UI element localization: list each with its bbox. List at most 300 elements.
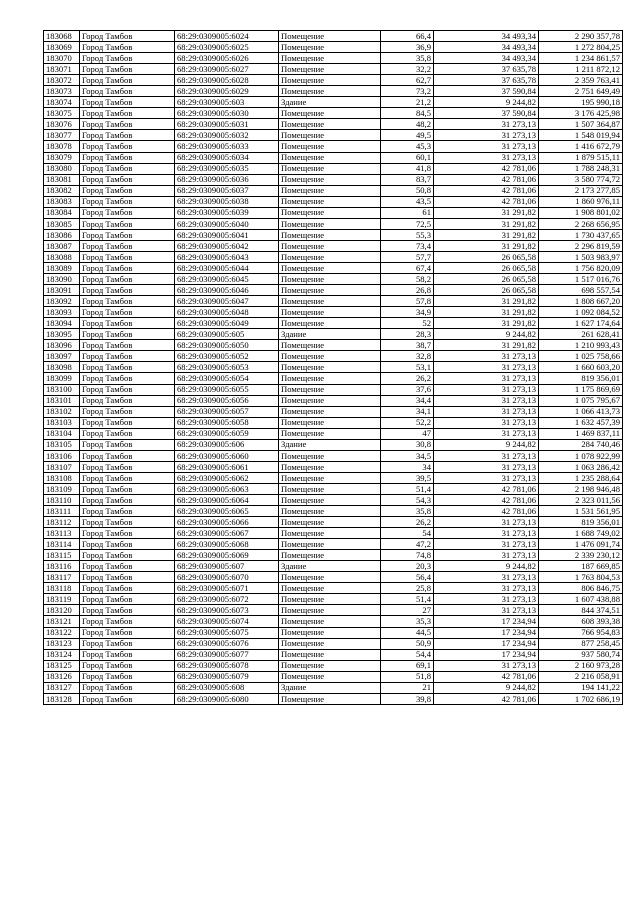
area-cell: 48,2 [381, 119, 434, 130]
object-type-cell: Помещение [279, 395, 381, 406]
specific-value-cell: 31 273,13 [434, 550, 539, 561]
object-type-cell: Помещение [279, 528, 381, 539]
municipality-cell: Город Тамбов [80, 351, 175, 362]
cadastral-value-cell: 819 356,01 [539, 517, 623, 528]
cadastral-number-cell: 68:29:0309005:6067 [175, 528, 279, 539]
row-number-cell: 183072 [44, 75, 80, 86]
municipality-cell: Город Тамбов [80, 274, 175, 285]
cadastral-value-cell: 2 268 656,95 [539, 218, 623, 229]
cadastral-number-cell: 68:29:0309005:6032 [175, 130, 279, 141]
table-row [44, 141, 623, 152]
area-cell: 20,3 [381, 561, 434, 572]
specific-value-cell: 31 273,13 [434, 517, 539, 528]
municipality-cell: Город Тамбов [80, 572, 175, 583]
row-number-cell: 183073 [44, 86, 80, 97]
row-number-cell: 183078 [44, 141, 80, 152]
cadastral-number-cell: 68:29:0309005:6028 [175, 75, 279, 86]
cadastral-value-cell: 1 025 758,66 [539, 351, 623, 362]
area-cell: 44,5 [381, 627, 434, 638]
municipality-cell: Город Тамбов [80, 616, 175, 627]
area-cell: 32,2 [381, 64, 434, 75]
object-type-cell: Помещение [279, 307, 381, 318]
table-row [44, 450, 623, 461]
row-number-cell: 183103 [44, 417, 80, 428]
object-type-cell: Здание [279, 329, 381, 340]
object-type-cell: Помещение [279, 550, 381, 561]
cadastral-value-cell: 1 660 603,20 [539, 362, 623, 373]
cadastral-number-cell: 68:29:0309005:608 [175, 682, 279, 693]
specific-value-cell: 31 273,13 [434, 130, 539, 141]
municipality-cell: Город Тамбов [80, 318, 175, 329]
cadastral-value-cell: 284 740,46 [539, 439, 623, 450]
municipality-cell: Город Тамбов [80, 461, 175, 472]
specific-value-cell: 31 291,82 [434, 207, 539, 218]
cadastral-value-cell: 1 066 413,73 [539, 406, 623, 417]
row-number-cell: 183089 [44, 262, 80, 273]
table-row [44, 461, 623, 472]
specific-value-cell: 31 273,13 [434, 450, 539, 461]
area-cell: 21,2 [381, 97, 434, 108]
table-row [44, 53, 623, 64]
specific-value-cell: 26 065,58 [434, 285, 539, 296]
area-cell: 34 [381, 461, 434, 472]
specific-value-cell: 17 234,94 [434, 638, 539, 649]
cadastral-number-cell: 68:29:0309005:6044 [175, 262, 279, 273]
row-number-cell: 183108 [44, 472, 80, 483]
cadastral-number-cell: 68:29:0309005:6058 [175, 417, 279, 428]
row-number-cell: 183099 [44, 373, 80, 384]
specific-value-cell: 17 234,94 [434, 627, 539, 638]
cadastral-value-cell: 194 141,22 [539, 682, 623, 693]
cadastral-number-cell: 68:29:0309005:6041 [175, 229, 279, 240]
municipality-cell: Город Тамбов [80, 660, 175, 671]
specific-value-cell: 31 273,13 [434, 528, 539, 539]
table-row [44, 682, 623, 693]
cadastral-number-cell: 68:29:0309005:6053 [175, 362, 279, 373]
cadastral-number-cell: 68:29:0309005:6037 [175, 185, 279, 196]
cadastral-value-cell: 1 078 922,99 [539, 450, 623, 461]
area-cell: 21 [381, 682, 434, 693]
object-type-cell: Помещение [279, 251, 381, 262]
cadastral-number-cell: 68:29:0309005:6031 [175, 119, 279, 130]
cadastral-value-cell: 2 160 973,28 [539, 660, 623, 671]
cadastral-number-cell: 68:29:0309005:6055 [175, 384, 279, 395]
area-cell: 67,4 [381, 262, 434, 273]
row-number-cell: 183125 [44, 660, 80, 671]
row-number-cell: 183076 [44, 119, 80, 130]
table-row [44, 572, 623, 583]
row-number-cell: 183128 [44, 693, 80, 704]
table-row [44, 174, 623, 185]
specific-value-cell: 31 273,13 [434, 351, 539, 362]
municipality-cell: Город Тамбов [80, 340, 175, 351]
row-number-cell: 183107 [44, 461, 80, 472]
object-type-cell: Помещение [279, 351, 381, 362]
table-row [44, 583, 623, 594]
cadastral-number-cell: 68:29:0309005:6070 [175, 572, 279, 583]
table-row [44, 594, 623, 605]
municipality-cell: Город Тамбов [80, 605, 175, 616]
specific-value-cell: 31 291,82 [434, 318, 539, 329]
area-cell: 45,3 [381, 141, 434, 152]
cadastral-value-cell: 766 954,83 [539, 627, 623, 638]
municipality-cell: Город Тамбов [80, 561, 175, 572]
municipality-cell: Город Тамбов [80, 218, 175, 229]
row-number-cell: 183100 [44, 384, 80, 395]
object-type-cell: Помещение [279, 671, 381, 682]
row-number-cell: 183118 [44, 583, 80, 594]
row-number-cell: 183093 [44, 307, 80, 318]
row-number-cell: 183092 [44, 296, 80, 307]
row-number-cell: 183077 [44, 130, 80, 141]
cadastral-number-cell: 68:29:0309005:6080 [175, 693, 279, 704]
object-type-cell: Помещение [279, 649, 381, 660]
area-cell: 61 [381, 207, 434, 218]
object-type-cell: Помещение [279, 539, 381, 550]
municipality-cell: Город Тамбов [80, 240, 175, 251]
object-type-cell: Помещение [279, 130, 381, 141]
row-number-cell: 183094 [44, 318, 80, 329]
cadastral-number-cell: 68:29:0309005:6027 [175, 64, 279, 75]
area-cell: 57,7 [381, 251, 434, 262]
cadastral-value-cell: 1 632 457,39 [539, 417, 623, 428]
table-row [44, 395, 623, 406]
row-number-cell: 183109 [44, 483, 80, 494]
cadastral-number-cell: 68:29:0309005:6065 [175, 506, 279, 517]
cadastral-number-cell: 68:29:0309005:6069 [175, 550, 279, 561]
cadastral-number-cell: 68:29:0309005:6072 [175, 594, 279, 605]
cadastral-number-cell: 68:29:0309005:6029 [175, 86, 279, 97]
table-row [44, 671, 623, 682]
object-type-cell: Помещение [279, 196, 381, 207]
municipality-cell: Город Тамбов [80, 517, 175, 528]
object-type-cell: Помещение [279, 583, 381, 594]
table-row [44, 649, 623, 660]
specific-value-cell: 42 781,06 [434, 185, 539, 196]
object-type-cell: Помещение [279, 506, 381, 517]
cadastral-number-cell: 68:29:0309005:6074 [175, 616, 279, 627]
object-type-cell: Помещение [279, 517, 381, 528]
specific-value-cell: 31 273,13 [434, 362, 539, 373]
cadastral-number-cell: 68:29:0309005:6026 [175, 53, 279, 64]
row-number-cell: 183081 [44, 174, 80, 185]
table-row [44, 262, 623, 273]
row-number-cell: 183098 [44, 362, 80, 373]
municipality-cell: Город Тамбов [80, 262, 175, 273]
table-row [44, 539, 623, 550]
table-row [44, 196, 623, 207]
object-type-cell: Помещение [279, 638, 381, 649]
cadastral-number-cell: 68:29:0309005:6056 [175, 395, 279, 406]
table-row [44, 31, 623, 42]
object-type-cell: Помещение [279, 428, 381, 439]
area-cell: 62,7 [381, 75, 434, 86]
row-number-cell: 183074 [44, 97, 80, 108]
row-number-cell: 183117 [44, 572, 80, 583]
cadastral-number-cell: 68:29:0309005:6062 [175, 472, 279, 483]
cadastral-number-cell: 68:29:0309005:605 [175, 329, 279, 340]
cadastral-value-cell: 877 258,45 [539, 638, 623, 649]
table-row [44, 351, 623, 362]
specific-value-cell: 31 273,13 [434, 373, 539, 384]
municipality-cell: Город Тамбов [80, 450, 175, 461]
cadastral-value-cell: 806 846,75 [539, 583, 623, 594]
object-type-cell: Помещение [279, 185, 381, 196]
row-number-cell: 183113 [44, 528, 80, 539]
specific-value-cell: 31 273,13 [434, 119, 539, 130]
specific-value-cell: 31 273,13 [434, 583, 539, 594]
specific-value-cell: 31 273,13 [434, 572, 539, 583]
municipality-cell: Город Тамбов [80, 494, 175, 505]
area-cell: 50,8 [381, 185, 434, 196]
cadastral-value-cell: 1 469 837,11 [539, 428, 623, 439]
cadastral-number-cell: 68:29:0309005:6040 [175, 218, 279, 229]
area-cell: 73,4 [381, 240, 434, 251]
cadastral-value-cell: 2 751 649,49 [539, 86, 623, 97]
row-number-cell: 183084 [44, 207, 80, 218]
area-cell: 27 [381, 605, 434, 616]
row-number-cell: 183116 [44, 561, 80, 572]
municipality-cell: Город Тамбов [80, 472, 175, 483]
cadastral-number-cell: 68:29:0309005:6042 [175, 240, 279, 251]
table-row [44, 185, 623, 196]
area-cell: 74,8 [381, 550, 434, 561]
cadastral-number-cell: 68:29:0309005:6034 [175, 152, 279, 163]
cadastral-number-cell: 68:29:0309005:6047 [175, 296, 279, 307]
object-type-cell: Помещение [279, 108, 381, 119]
area-cell: 54,3 [381, 494, 434, 505]
cadastral-value-cell: 2 173 277,85 [539, 185, 623, 196]
area-cell: 66,4 [381, 31, 434, 42]
municipality-cell: Город Тамбов [80, 185, 175, 196]
object-type-cell: Помещение [279, 417, 381, 428]
row-number-cell: 183127 [44, 682, 80, 693]
area-cell: 56,4 [381, 572, 434, 583]
object-type-cell: Помещение [279, 42, 381, 53]
cadastral-value-cell: 1 730 437,65 [539, 229, 623, 240]
cadastral-number-cell: 68:29:0309005:6050 [175, 340, 279, 351]
object-type-cell: Помещение [279, 229, 381, 240]
row-number-cell: 183087 [44, 240, 80, 251]
table-row [44, 660, 623, 671]
object-type-cell: Помещение [279, 406, 381, 417]
row-number-cell: 183119 [44, 594, 80, 605]
cadastral-number-cell: 68:29:0309005:6076 [175, 638, 279, 649]
object-type-cell: Помещение [279, 627, 381, 638]
object-type-cell: Помещение [279, 152, 381, 163]
specific-value-cell: 31 273,13 [434, 417, 539, 428]
specific-value-cell: 26 065,58 [434, 274, 539, 285]
area-cell: 35,8 [381, 53, 434, 64]
row-number-cell: 183091 [44, 285, 80, 296]
area-cell: 54,4 [381, 649, 434, 660]
municipality-cell: Город Тамбов [80, 539, 175, 550]
municipality-cell: Город Тамбов [80, 119, 175, 130]
object-type-cell: Здание [279, 97, 381, 108]
cadastral-value-cell: 1 211 872,12 [539, 64, 623, 75]
cadastral-value-cell: 1 688 749,02 [539, 528, 623, 539]
cadastral-number-cell: 68:29:0309005:6054 [175, 373, 279, 384]
row-number-cell: 183080 [44, 163, 80, 174]
object-type-cell: Помещение [279, 483, 381, 494]
municipality-cell: Город Тамбов [80, 483, 175, 494]
area-cell: 25,8 [381, 583, 434, 594]
cadastral-number-cell: 68:29:0309005:6043 [175, 251, 279, 262]
specific-value-cell: 31 291,82 [434, 229, 539, 240]
specific-value-cell: 37 635,78 [434, 64, 539, 75]
specific-value-cell: 34 493,34 [434, 31, 539, 42]
row-number-cell: 183075 [44, 108, 80, 119]
cadastral-value-cell: 1 272 804,25 [539, 42, 623, 53]
cadastral-number-cell: 68:29:0309005:6061 [175, 461, 279, 472]
row-number-cell: 183071 [44, 64, 80, 75]
cadastral-value-cell: 2 216 058,91 [539, 671, 623, 682]
table-row [44, 163, 623, 174]
row-number-cell: 183115 [44, 550, 80, 561]
municipality-cell: Город Тамбов [80, 174, 175, 185]
municipality-cell: Город Тамбов [80, 163, 175, 174]
table-row [44, 605, 623, 616]
municipality-cell: Город Тамбов [80, 428, 175, 439]
area-cell: 43,5 [381, 196, 434, 207]
cadastral-number-cell: 68:29:0309005:6035 [175, 163, 279, 174]
cadastral-value-cell: 844 374,51 [539, 605, 623, 616]
specific-value-cell: 34 493,34 [434, 53, 539, 64]
area-cell: 39,5 [381, 472, 434, 483]
table-row [44, 251, 623, 262]
row-number-cell: 183082 [44, 185, 80, 196]
table-row [44, 240, 623, 251]
municipality-cell: Город Тамбов [80, 152, 175, 163]
area-cell: 39,8 [381, 693, 434, 704]
municipality-cell: Город Тамбов [80, 528, 175, 539]
cadastral-number-cell: 68:29:0309005:6059 [175, 428, 279, 439]
cadastral-number-cell: 68:29:0309005:6078 [175, 660, 279, 671]
object-type-cell: Помещение [279, 31, 381, 42]
area-cell: 84,5 [381, 108, 434, 119]
cadastral-value-cell: 187 669,85 [539, 561, 623, 572]
specific-value-cell: 42 781,06 [434, 693, 539, 704]
area-cell: 53,1 [381, 362, 434, 373]
cadastral-value-cell: 1 756 820,09 [539, 262, 623, 273]
municipality-cell: Город Тамбов [80, 108, 175, 119]
specific-value-cell: 42 781,06 [434, 174, 539, 185]
municipality-cell: Город Тамбов [80, 693, 175, 704]
cadastral-value-cell: 819 356,01 [539, 373, 623, 384]
object-type-cell: Помещение [279, 218, 381, 229]
cadastral-value-cell: 2 359 763,41 [539, 75, 623, 86]
cadastral-value-cell: 1 788 248,31 [539, 163, 623, 174]
object-type-cell: Здание [279, 682, 381, 693]
table-row [44, 274, 623, 285]
row-number-cell: 183121 [44, 616, 80, 627]
area-cell: 34,5 [381, 450, 434, 461]
table-row [44, 483, 623, 494]
municipality-cell: Город Тамбов [80, 329, 175, 340]
object-type-cell: Помещение [279, 119, 381, 130]
specific-value-cell: 9 244,82 [434, 439, 539, 450]
object-type-cell: Помещение [279, 285, 381, 296]
cadastral-number-cell: 68:29:0309005:6036 [175, 174, 279, 185]
cadastral-number-cell: 68:29:0309005:6071 [175, 583, 279, 594]
row-number-cell: 183086 [44, 229, 80, 240]
row-number-cell: 183097 [44, 351, 80, 362]
row-number-cell: 183068 [44, 31, 80, 42]
table-row [44, 285, 623, 296]
area-cell: 73,2 [381, 86, 434, 97]
row-number-cell: 183095 [44, 329, 80, 340]
municipality-cell: Город Тамбов [80, 682, 175, 693]
cadastral-number-cell: 68:29:0309005:6038 [175, 196, 279, 207]
specific-value-cell: 9 244,82 [434, 97, 539, 108]
object-type-cell: Помещение [279, 472, 381, 483]
municipality-cell: Город Тамбов [80, 285, 175, 296]
cadastral-value-cell: 608 393,38 [539, 616, 623, 627]
specific-value-cell: 31 291,82 [434, 296, 539, 307]
object-type-cell: Помещение [279, 450, 381, 461]
specific-value-cell: 42 781,06 [434, 163, 539, 174]
row-number-cell: 183079 [44, 152, 80, 163]
specific-value-cell: 31 273,13 [434, 395, 539, 406]
specific-value-cell: 42 781,06 [434, 196, 539, 207]
cadastral-number-cell: 68:29:0309005:6052 [175, 351, 279, 362]
specific-value-cell: 31 273,13 [434, 539, 539, 550]
row-number-cell: 183085 [44, 218, 80, 229]
table-row [44, 207, 623, 218]
cadastral-value-cell: 1 879 515,11 [539, 152, 623, 163]
row-number-cell: 183069 [44, 42, 80, 53]
row-number-cell: 183102 [44, 406, 80, 417]
table-row [44, 417, 623, 428]
cadastral-number-cell: 68:29:0309005:6060 [175, 450, 279, 461]
specific-value-cell: 31 273,13 [434, 605, 539, 616]
table-row [44, 406, 623, 417]
cadastral-value-cell: 1 548 019,94 [539, 130, 623, 141]
area-cell: 52 [381, 318, 434, 329]
municipality-cell: Город Тамбов [80, 130, 175, 141]
cadastral-number-cell: 68:29:0309005:603 [175, 97, 279, 108]
cadastral-number-cell: 68:29:0309005:6033 [175, 141, 279, 152]
specific-value-cell: 31 273,13 [434, 594, 539, 605]
municipality-cell: Город Тамбов [80, 583, 175, 594]
area-cell: 69,1 [381, 660, 434, 671]
area-cell: 41,8 [381, 163, 434, 174]
area-cell: 28,3 [381, 329, 434, 340]
object-type-cell: Помещение [279, 594, 381, 605]
area-cell: 34,9 [381, 307, 434, 318]
specific-value-cell: 9 244,82 [434, 682, 539, 693]
object-type-cell: Помещение [279, 64, 381, 75]
table-row [44, 638, 623, 649]
cadastral-number-cell: 68:29:0309005:6077 [175, 649, 279, 660]
row-number-cell: 183111 [44, 506, 80, 517]
municipality-cell: Город Тамбов [80, 406, 175, 417]
cadastral-number-cell: 68:29:0309005:6064 [175, 494, 279, 505]
cadastral-number-cell: 68:29:0309005:6073 [175, 605, 279, 616]
table-row [44, 229, 623, 240]
cadastral-value-cell: 1 503 983,97 [539, 251, 623, 262]
specific-value-cell: 31 273,13 [434, 384, 539, 395]
object-type-cell: Помещение [279, 141, 381, 152]
cadastral-number-cell: 68:29:0309005:6024 [175, 31, 279, 42]
cadastral-value-cell: 1 763 804,53 [539, 572, 623, 583]
cadastral-value-cell: 1 517 016,76 [539, 274, 623, 285]
row-number-cell: 183110 [44, 494, 80, 505]
object-type-cell: Помещение [279, 174, 381, 185]
row-number-cell: 183123 [44, 638, 80, 649]
cadastral-value-cell: 3 176 425,98 [539, 108, 623, 119]
table-row [44, 439, 623, 450]
